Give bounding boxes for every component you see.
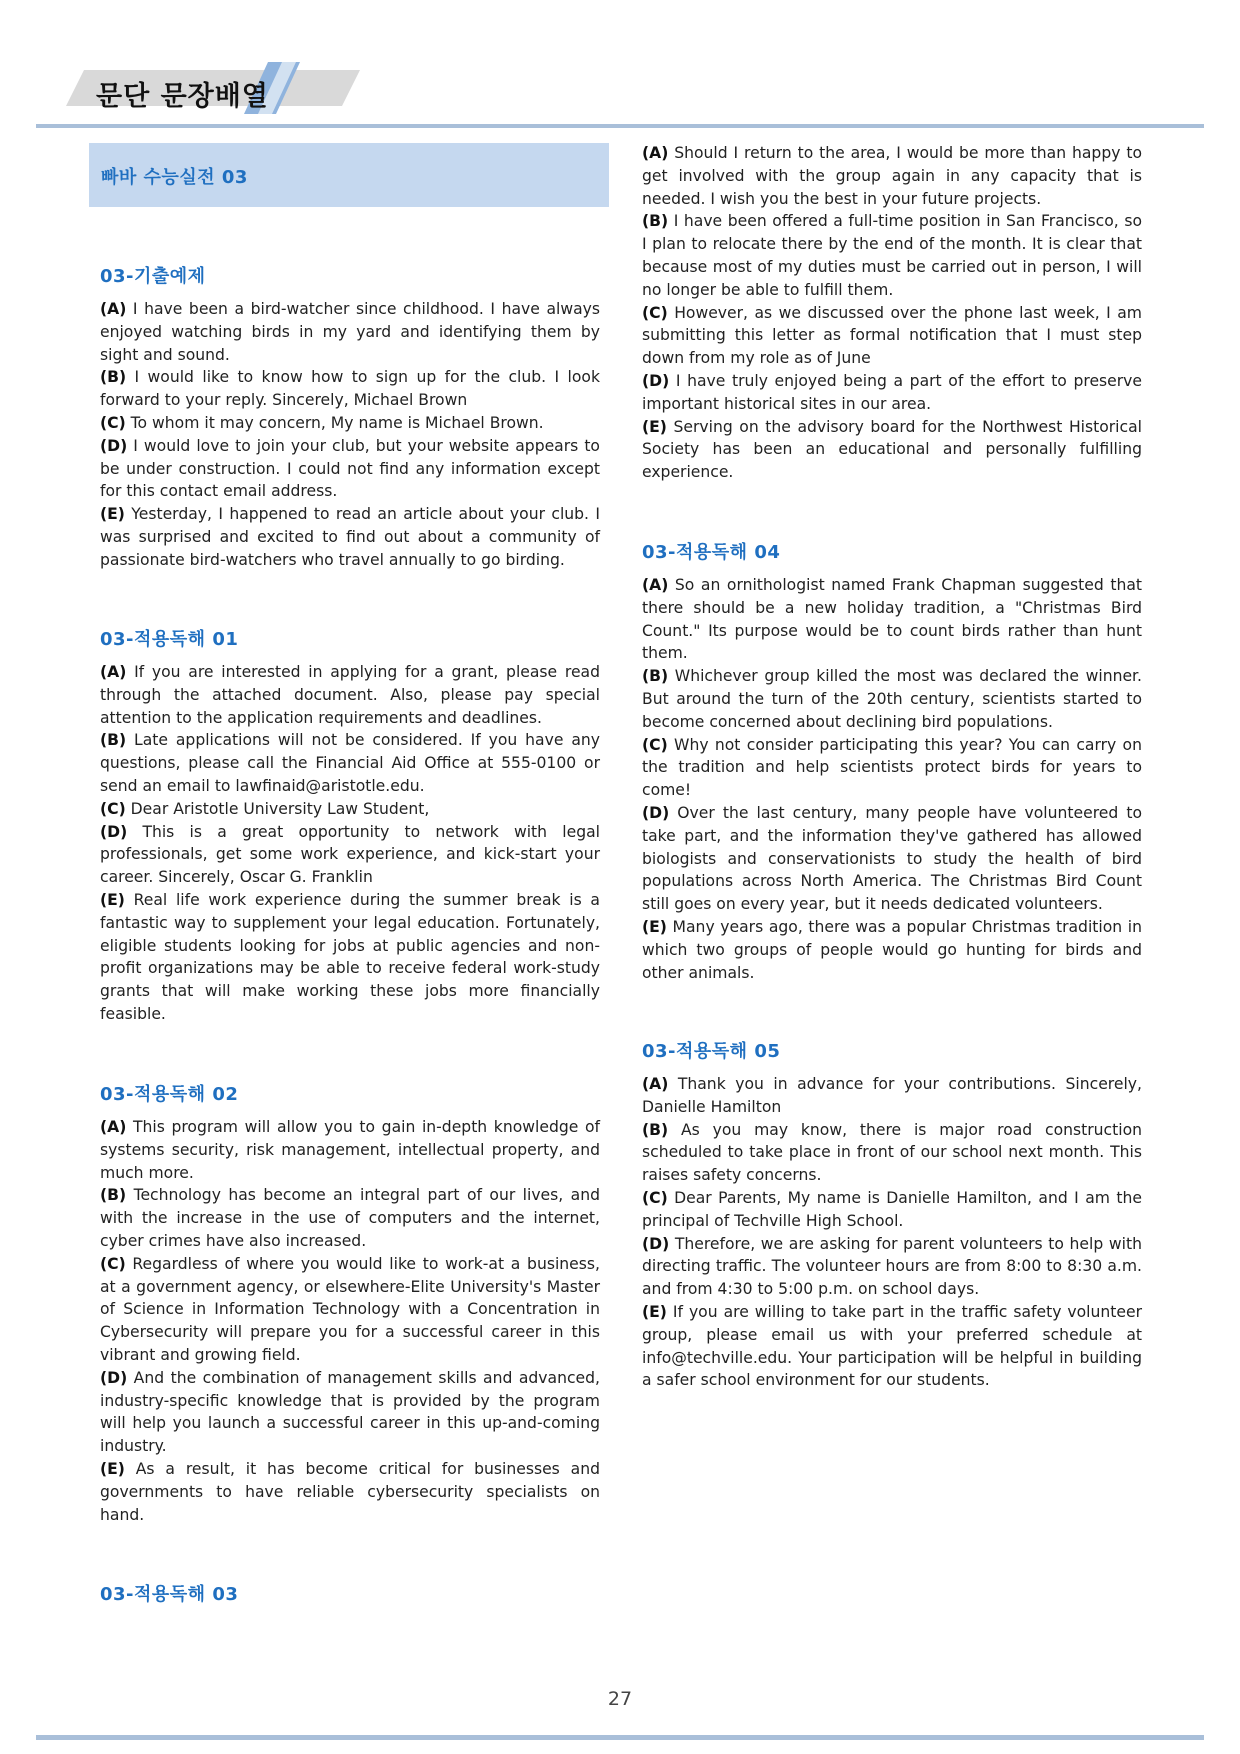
banner-title: 빠바 수능실전 03: [101, 167, 248, 188]
paragraph-item: (E) Many years ago, there was a popular Christmas tradition in which two groups of people would go hunting for birds and other animals.: [642, 917, 1142, 982]
section-3-body: [642, 142, 1142, 484]
paragraph-item: (C) Dear Parents, My name is Danielle Hamilton, and I am the principal of Techville High School.: [642, 1188, 1142, 1230]
paragraph-item: (D) I would love to join your club, but your website appears to be under construction. I could not find any information except for this contact email address.: [100, 436, 600, 501]
section-body: [642, 574, 1142, 984]
section-1: [100, 625, 600, 1026]
paragraph-item: (A) If you are interested in applying for a grant, please read through the attached document. Also, please pay special attention to the application requirements and deadlines.: [100, 663, 600, 727]
section-body: [100, 298, 600, 572]
section-5: [642, 1037, 1142, 1392]
paragraph-item: (A) So an ornithologist named Frank Chapman suggested that there should be a new holiday tradition, a "Christmas Bird Count." Its purpose would be to count birds rather than hunt them.: [642, 576, 1142, 663]
paragraph-item: (E) If you are willing to take part in the traffic safety volunteer group, please email us with your preferred schedule at info@techville.edu. Your participation will be helpful in building a safer school environment for our students.: [642, 1302, 1142, 1390]
section-3-title-only: [100, 1580, 600, 1616]
paragraph-item: (E) Yesterday, I happened to read an article about your club. I was surprised and excited to find out about a community of passionate bird-watchers who travel annually to go birding.: [100, 505, 600, 569]
header-title: 문단 문장배열: [96, 81, 269, 112]
section-title: 03-적용독해 02: [100, 1084, 239, 1105]
paragraph-item: (C) Why not consider participating this year? You can carry on the tradition and help scientists protect birds for years to come!: [642, 735, 1142, 800]
section-banner: [89, 143, 609, 207]
section-title: 03-적용독해 03: [100, 1584, 239, 1605]
section-body: [642, 1073, 1142, 1392]
paragraph-item: (E) As a result, it has become critical for businesses and governments to have reliable cybersecurity specialists on hand.: [100, 1459, 600, 1524]
paragraph-item: (C) Dear Aristotle University Law Student,: [100, 799, 430, 818]
section-body: [642, 142, 1142, 484]
section-body: [100, 661, 600, 1026]
footer-rule: [36, 1735, 1204, 1740]
paragraph-item: (E) Real life work experience during the summer break is a fantastic way to supplement your legal education. Fortunately, eligible students looking for jobs at public agencies and non-profit organizations may be able to receive federal work-study grants that will make working these jobs more financially feasible.: [100, 890, 600, 1023]
paragraph-item: (B) As you may know, there is major road construction scheduled to take place in front of our school next month. This raises safety concerns.: [642, 1120, 1142, 1185]
page-number: 27: [607, 1688, 633, 1710]
paragraph-item: (B) Late applications will not be considered. If you have any questions, please call the Financial Aid Office at 555-0100 or send an email to lawfinaid@aristotle.edu.: [100, 731, 600, 795]
paragraph-item: (C) Regardless of where you would like to work-at a business, at a government agency, or elsewhere-Elite University's Master of Science in Information Technology with a Concentration in Cybersecurity will prepare you for a successful career in this vibrant and growing field.: [100, 1254, 600, 1364]
header-decoration: [0, 0, 1240, 140]
paragraph-item: (B) Whichever group killed the most was declared the winner. But around the turn of the 20th century, scientists started to become concerned about declining bird populations.: [642, 667, 1142, 731]
section-title: 03-적용독해 01: [100, 629, 239, 650]
paragraph-item: (E) Serving on the advisory board for the Northwest Historical Society has been an educational and personally fulfilling experience.: [642, 417, 1142, 482]
section-4: [642, 538, 1142, 984]
paragraph-item: (C) However, as we discussed over the phone last week, I am submitting this letter as formal notification that I must step down from my role as of June: [642, 303, 1142, 368]
paragraph-item: (C) To whom it may concern, My name is Michael Brown.: [100, 413, 544, 432]
section-0: [100, 262, 600, 572]
section-body: [100, 1116, 600, 1526]
paragraph-item: (B) Technology has become an integral part of our lives, and with the increase in the use of computers and the internet, cyber crimes have also increased.: [100, 1186, 600, 1250]
section-title: 03-적용독해 05: [642, 1041, 781, 1062]
section-title: 03-적용독해 04: [642, 542, 781, 563]
section-2: [100, 1080, 600, 1526]
paragraph-item: (B) I have been offered a full-time position in San Francisco, so I plan to relocate there by the end of the month. It is clear that because most of my duties must be carried out in person, I will no longer be able to fulfill them.: [642, 212, 1142, 299]
page-header: [0, 0, 1240, 140]
paragraph-item: (D) And the combination of management skills and advanced, industry-specific knowledge that is provided by the program will help you launch a successful career in this up-and-coming industry.: [100, 1368, 600, 1456]
paragraph-item: (D) I have truly enjoyed being a part of the effort to preserve important historical sites in our area.: [642, 371, 1142, 413]
paragraph-item: (A) Should I return to the area, I would be more than happy to get involved with the group again in any capacity that is needed. I wish you the best in your future projects.: [642, 144, 1142, 208]
paragraph-item: (D) Therefore, we are asking for parent volunteers to help with directing traffic. The volunteer hours are from 8:00 to 8:30 a.m. and from 4:30 to 5:00 p.m. on school days.: [642, 1234, 1142, 1299]
header-rule: [36, 124, 1204, 128]
paragraph-item: (A) This program will allow you to gain in-depth knowledge of systems security, risk management, intellectual property, and much more.: [100, 1118, 600, 1182]
paragraph-item: (D) Over the last century, many people have volunteered to take part, and the information they've gathered has allowed biologists and conservationists to study the health of bird populations across North America. The Christmas Bird Count still goes on every year, but it needs dedicated volunteers.: [642, 803, 1142, 914]
paragraph-item: (A) Thank you in advance for your contributions. Sincerely, Danielle Hamilton: [642, 1075, 1142, 1116]
paragraph-item: (A) I have been a bird-watcher since childhood. I have always enjoyed watching birds in my yard and identifying them by sight and sound.: [100, 300, 600, 364]
paragraph-item: (B) I would like to know how to sign up for the club. I look forward to your reply. Sincerely, Michael Brown: [100, 368, 600, 410]
section-title: 03-기출예제: [100, 266, 206, 287]
paragraph-item: (D) This is a great opportunity to network with legal professionals, get some work experience, and kick-start your career. Sincerely, Oscar G. Franklin: [100, 822, 600, 887]
